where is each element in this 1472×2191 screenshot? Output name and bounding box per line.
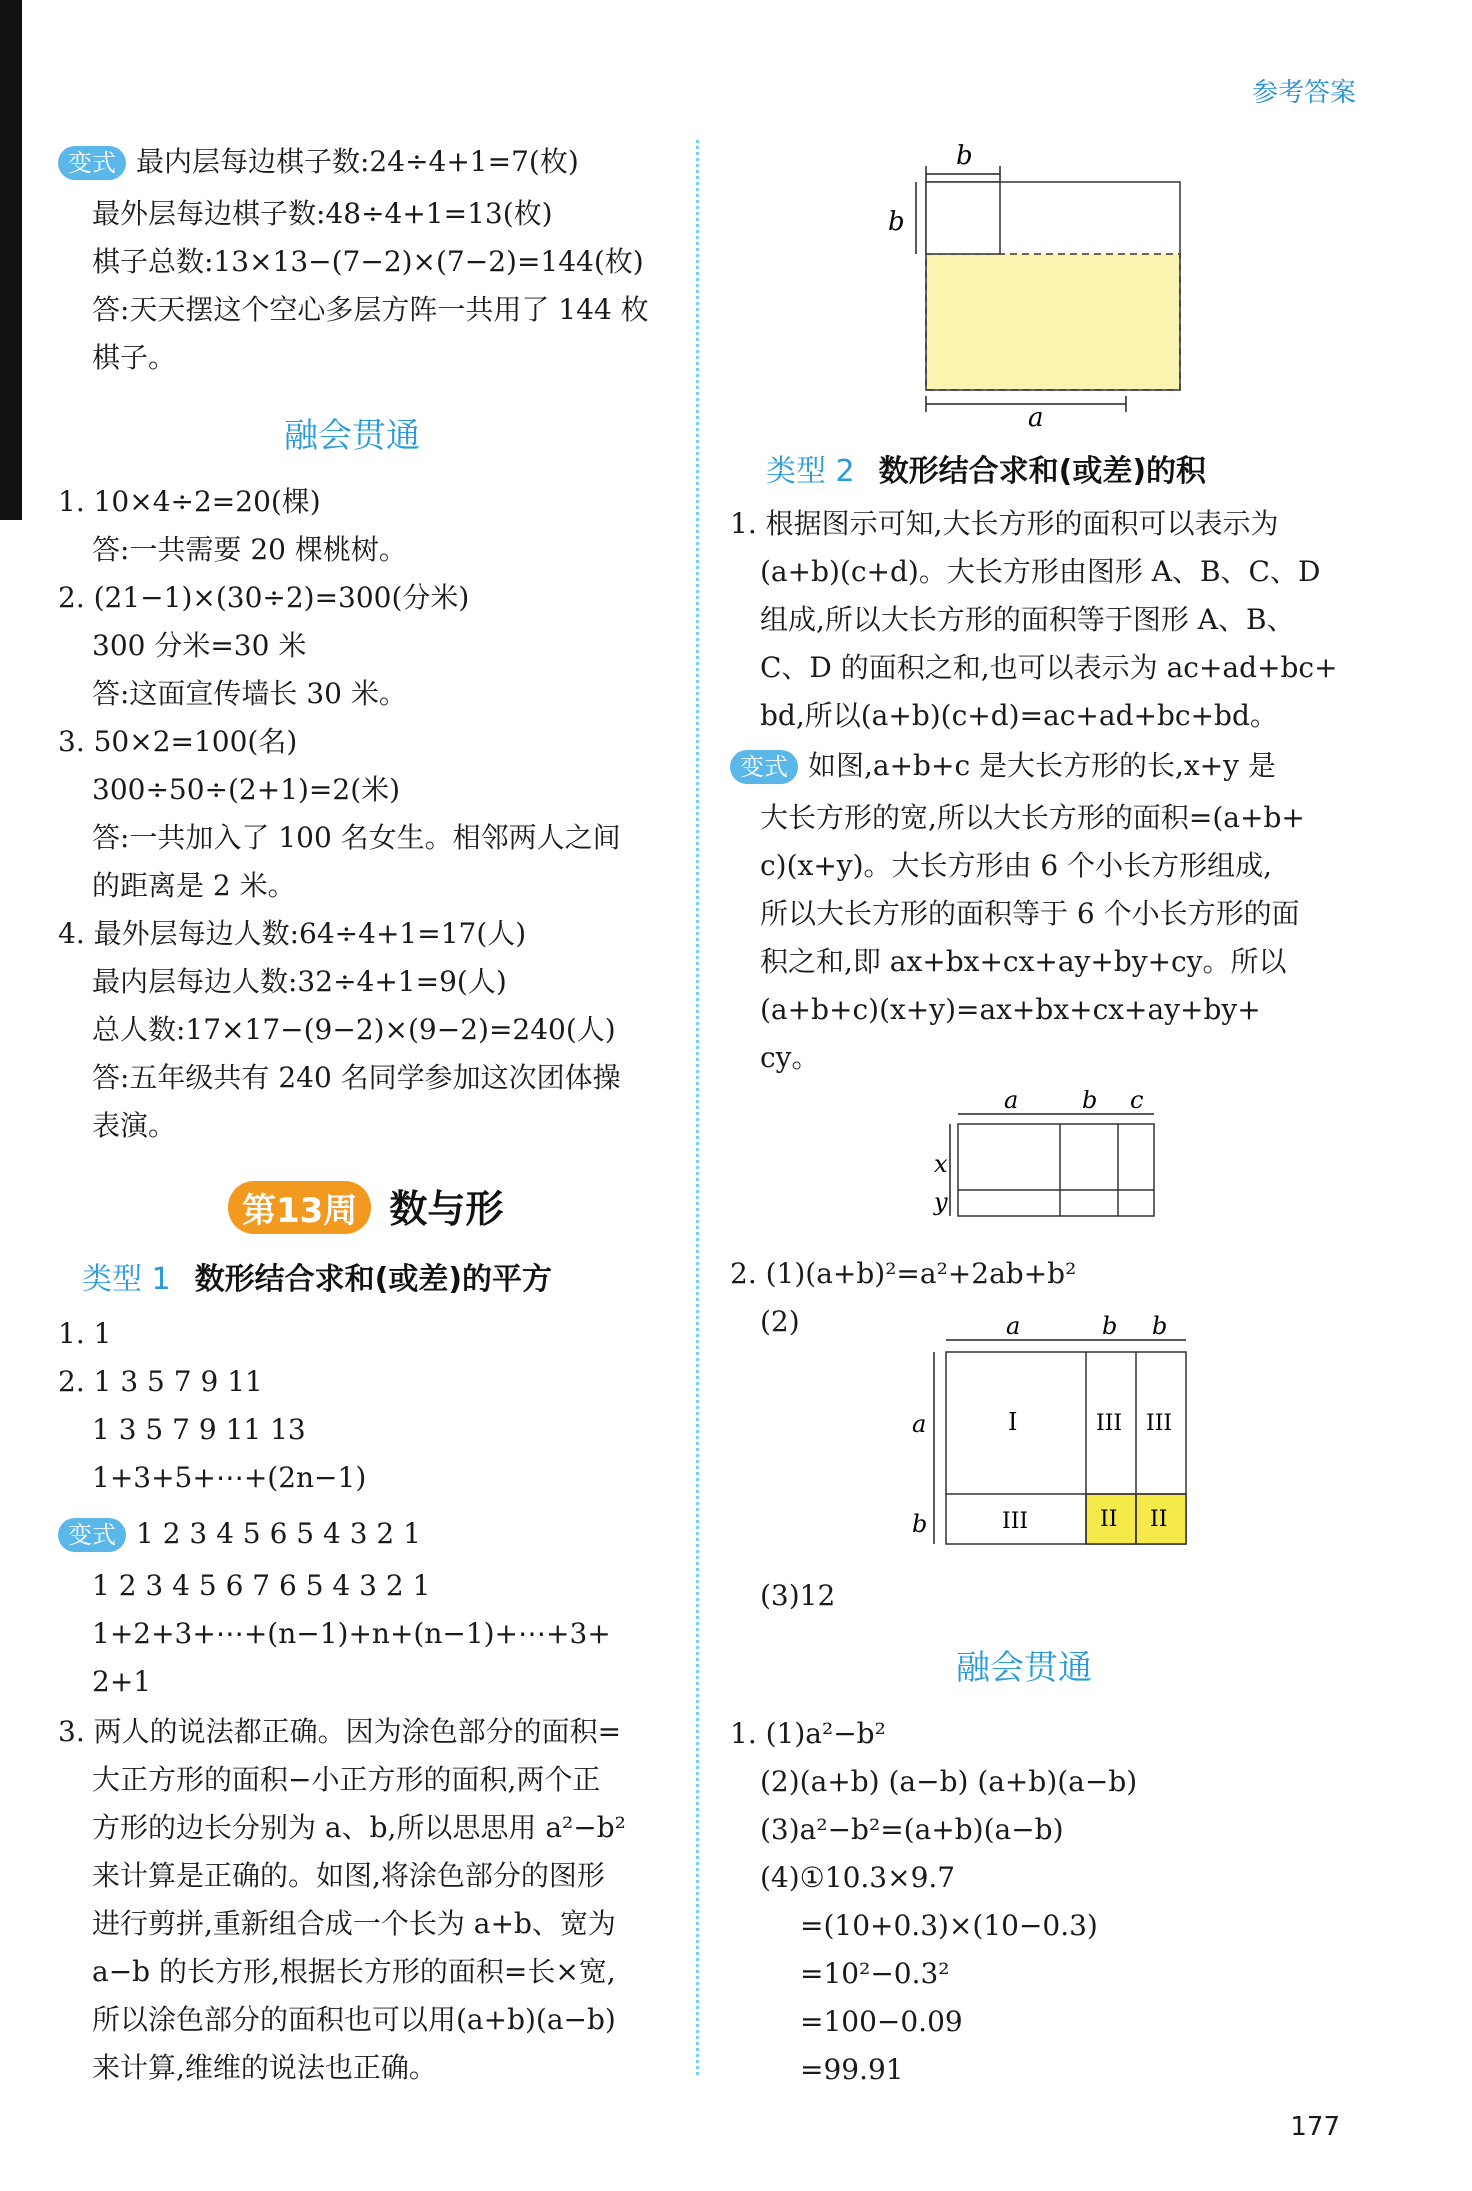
left-variant1-line: 棋子。 (92, 341, 177, 374)
left-variant1-line: 棋子总数:13×13−(7−2)×(7−2)=144(枚) (92, 245, 644, 278)
answer-line: 4. 最外层每边人数:64÷4+1=17(人) (58, 917, 527, 950)
answer-line: (4)①10.3×9.7 (760, 1861, 956, 1894)
variant-line: 变式 如图,a+b+c 是大长方形的长,x+y 是 (730, 746, 1276, 786)
answer-line: 1. 10×4÷2=20(棵) (58, 485, 321, 518)
header-title: 参考答案 (1251, 78, 1356, 108)
variant-line: (a+b+c)(x+y)=ax+bx+cx+ay+by+ (760, 993, 1261, 1026)
answer-line: (3)12 (760, 1579, 836, 1612)
type1-label: 类型 1 (82, 1262, 171, 1297)
fig3-label-b1: b (1102, 1312, 1118, 1340)
small-square (926, 182, 1000, 254)
answer-line: 答:一共加入了 100 名女生。相邻两人之间 (92, 821, 621, 854)
answer-line: 方形的边长分别为 a、b,所以思思用 a²−b² (92, 1811, 626, 1844)
region-I: I (1008, 1408, 1018, 1436)
answer-line: 大正方形的面积−小正方形的面积,两个正 (92, 1763, 601, 1796)
fig3-label-b2: b (1152, 1312, 1168, 1340)
variant-badge: 变式 (58, 146, 126, 180)
answer-line: 3. 两人的说法都正确。因为涂色部分的面积= (58, 1715, 622, 1748)
shaded-rectangle (926, 254, 1180, 390)
answer-line: 总人数:17×17−(9−2)×(9−2)=240(人) (92, 1013, 616, 1046)
region-III-3: III (1002, 1509, 1029, 1534)
answer-line: 的距离是 2 米。 (92, 869, 296, 902)
answer-line: 答:这面宣传墙长 30 米。 (92, 677, 407, 710)
page-number: 177 (1290, 2112, 1340, 2142)
answer-line: (3)a²−b²=(a+b)(a−b) (760, 1813, 1064, 1846)
answer-line: 300÷50÷(2+1)=2(米) (92, 773, 401, 806)
type1-title: 数形结合求和(或差)的平方 (194, 1262, 553, 1297)
answer-line: 来计算,维维的说法也正确。 (92, 2051, 437, 2084)
answer-line: a−b 的长方形,根据长方形的面积=长×宽, (92, 1955, 616, 1988)
left-variant1-line: 变式 最内层每边棋子数:24÷4+1=7(枚) (58, 142, 579, 182)
answer-line: bd,所以(a+b)(c+d)=ac+ad+bc+bd。 (760, 699, 1278, 732)
fig1-top-label: b (956, 141, 973, 171)
type2-title: 数形结合求和(或差)的积 (878, 454, 1207, 489)
region-II-2: II (1150, 1507, 1168, 1532)
answer-line: =(10+0.3)×(10−0.3) (800, 1909, 1098, 1942)
week-label: 第13周 (228, 1181, 371, 1234)
fig2-label-a: a (1004, 1090, 1019, 1114)
week-heading (228, 1178, 503, 1234)
answer-line: 2. 1 3 5 7 9 11 (58, 1365, 263, 1398)
answer-line: 答:五年级共有 240 名同学参加这次团体操 (92, 1061, 621, 1094)
answer-line: 1. 1 (58, 1317, 112, 1350)
fig3-side-a: a (912, 1410, 927, 1438)
answer-line: 1. (1)a²−b² (730, 1717, 886, 1750)
fig2-label-b: b (1082, 1090, 1098, 1114)
answer-line: 最内层每边人数:32÷4+1=9(人) (92, 965, 507, 998)
answer-line: 所以涂色部分的面积也可以用(a+b)(a−b) (92, 2003, 616, 2036)
answer-line: 来计算是正确的。如图,将涂色部分的图形 (92, 1859, 605, 1892)
fig2-label-x: x (934, 1150, 948, 1178)
variant-line: 大长方形的宽,所以大长方形的面积=(a+b+ (760, 801, 1305, 834)
variant2-line: 1 2 3 4 5 6 7 6 5 4 3 2 1 (92, 1569, 431, 1602)
fig3-side-b: b (912, 1510, 928, 1538)
figure-six-rectangles (930, 1090, 1170, 1230)
answer-line: =100−0.09 (800, 2005, 963, 2038)
variant2-line: 2+1 (92, 1665, 152, 1698)
answer-line: 1. 根据图示可知,大长方形的面积可以表示为 (730, 507, 1279, 540)
variant-badge: 变式 (58, 1518, 126, 1552)
answer-line: 2. (1)(a+b)²=a²+2ab+b² (730, 1257, 1077, 1290)
answer-line: 进行剪拼,重新组合成一个长为 a+b、宽为 (92, 1907, 616, 1940)
left-variant1-line: 最外层每边棋子数:48÷4+1=13(枚) (92, 197, 553, 230)
section-title: 融会贯通 (284, 416, 420, 456)
answer-line: =99.91 (800, 2053, 904, 2086)
type2-label: 类型 2 (766, 454, 855, 489)
big-rectangle (958, 1124, 1154, 1216)
answer-line: (2)(a+b) (a−b) (a+b)(a−b) (760, 1765, 1138, 1798)
answer-line: 300 分米=30 米 (92, 629, 307, 662)
variant2-line: 1+2+3+⋯+(n−1)+n+(n−1)+⋯+3+ (92, 1617, 611, 1650)
variant-line: c)(x+y)。大长方形由 6 个小长方形组成, (760, 849, 1273, 882)
type1-heading (82, 1254, 552, 1298)
answer-line: 1+3+5+⋯+(2n−1) (92, 1461, 367, 1494)
answer-line: 组成,所以大长方形的面积等于图形 A、B、 (760, 603, 1295, 636)
variant-line: 所以大长方形的面积等于 6 个小长方形的面 (760, 897, 1300, 930)
fig2-label-y: y (934, 1188, 948, 1216)
figure-square-split (906, 1312, 1196, 1562)
answer-line: 2. (21−1)×(30÷2)=300(分米) (58, 581, 470, 614)
fig1-bottom-label: a (1028, 403, 1044, 428)
variant-line: 积之和,即 ax+bx+cx+ay+by+cy。所以 (760, 945, 1287, 978)
scan-edge (0, 0, 22, 520)
type2-heading (766, 446, 1206, 490)
answer-line: 表演。 (92, 1109, 177, 1142)
fig2-label-c: c (1130, 1090, 1144, 1114)
region-III-1: III (1096, 1411, 1123, 1436)
answer-line: 1 3 5 7 9 11 13 (92, 1413, 306, 1446)
column-divider (696, 140, 699, 2075)
region-II-1: II (1100, 1507, 1118, 1532)
week-title: 数与形 (389, 1187, 504, 1231)
left-variant1-line: 答:天天摆这个空心多层方阵一共用了 144 枚 (92, 293, 649, 326)
answer-line: C、D 的面积之和,也可以表示为 ac+ad+bc+ (760, 651, 1338, 684)
region-III-2: III (1146, 1411, 1173, 1436)
answer-line: (2) (760, 1305, 800, 1338)
fig3-label-a: a (1006, 1312, 1021, 1340)
fig1-side-label: b (888, 207, 905, 237)
variant2-line: 变式 1 2 3 4 5 6 5 4 3 2 1 (58, 1514, 421, 1554)
answer-line: 3. 50×2=100(名) (58, 725, 298, 758)
answer-line: (a+b)(c+d)。大长方形由图形 A、B、C、D (760, 555, 1321, 588)
variant-line: cy。 (760, 1041, 820, 1074)
variant-badge: 变式 (730, 750, 798, 784)
section-title: 融会贯通 (956, 1648, 1092, 1688)
figure-square-rectangle (880, 138, 1210, 428)
answer-line: 答:一共需要 20 棵桃树。 (92, 533, 407, 566)
answer-line: =10²−0.3² (800, 1957, 950, 1990)
